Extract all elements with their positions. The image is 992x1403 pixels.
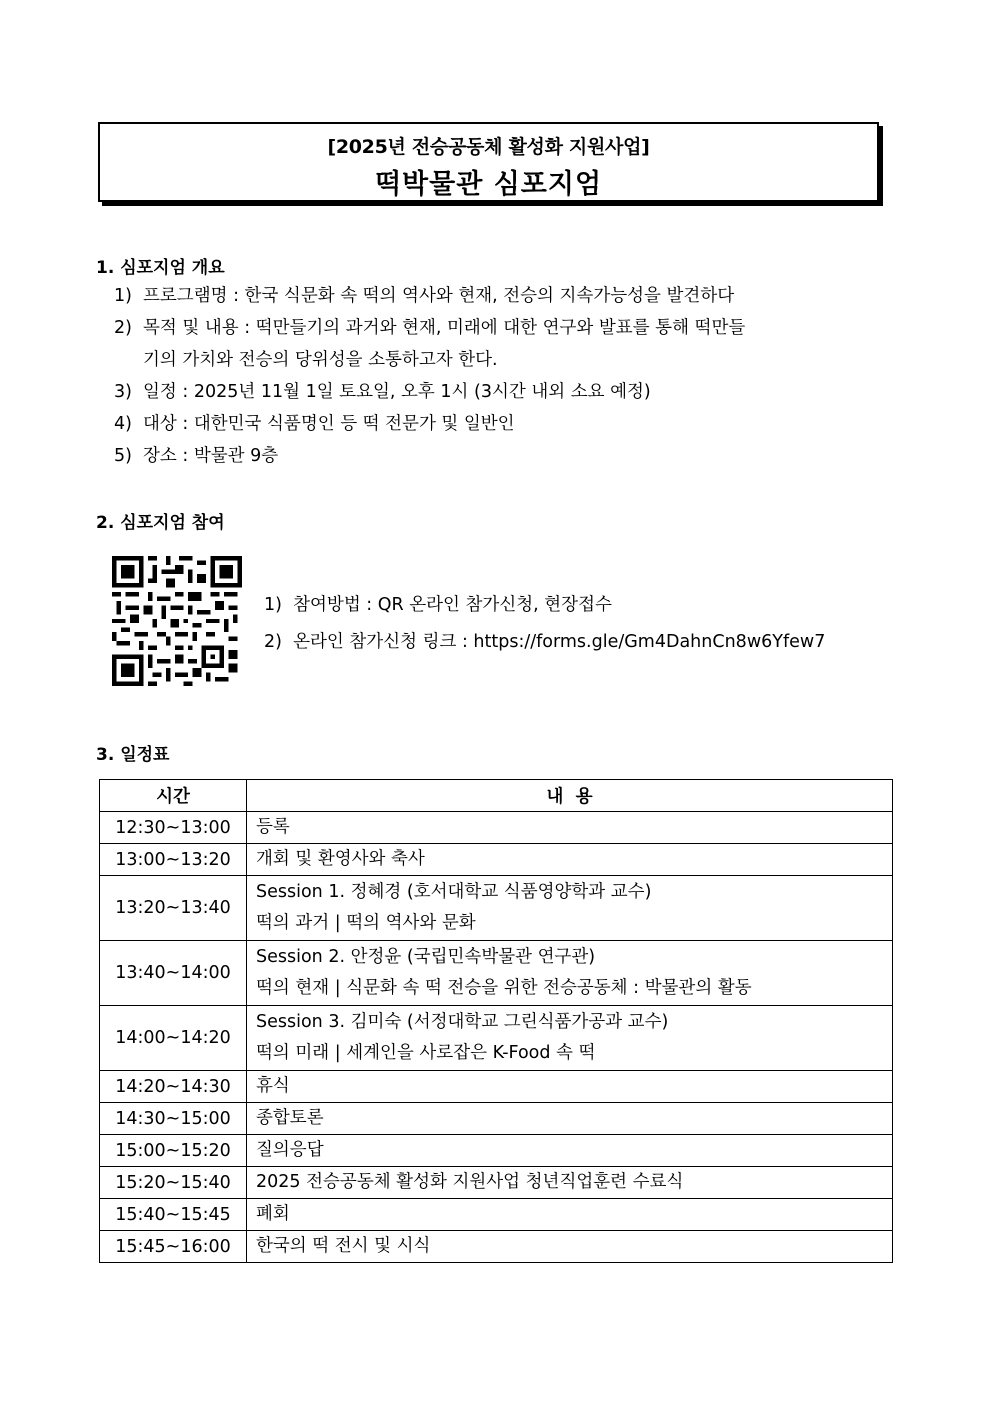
item-number: 3) <box>114 382 132 402</box>
row-content <box>247 1006 893 1071</box>
row-time: 15:45~16:00 <box>100 1231 247 1263</box>
row-content: 폐회 <box>247 1199 893 1231</box>
session-speaker: Session 1. 정혜경 (호서대학교 식품영양학과 교수) <box>256 882 652 902</box>
table-row <box>100 1071 893 1103</box>
table-header-row <box>100 780 893 812</box>
table-row <box>100 812 893 844</box>
row-content: 질의응답 <box>247 1135 893 1167</box>
row-time: 13:20~13:40 <box>100 876 247 941</box>
table-row <box>100 1231 893 1263</box>
overview-item-3 <box>114 376 900 408</box>
row-time: 15:40~15:45 <box>100 1199 247 1231</box>
row-content <box>247 876 893 941</box>
section1-heading: 1. 심포지엄 개요 <box>96 258 225 278</box>
overview-item-2-continued: 기의 가치와 전승의 당위성을 소통하고자 한다. <box>143 350 498 370</box>
item-text: 프로그램명 : 한국 식문화 속 떡의 역사와 현재, 전승의 지속가능성을 발견하다 <box>143 286 735 306</box>
qr-code[interactable] <box>112 556 242 686</box>
table-row <box>100 876 893 941</box>
col-header-time: 시간 <box>100 780 247 812</box>
item-text[interactable]: 온라인 참가신청 링크 : https://forms.gle/Gm4DahnCn8w6Yfew7 <box>293 632 826 652</box>
table-row <box>100 1135 893 1167</box>
row-time: 14:30~15:00 <box>100 1103 247 1135</box>
item-text: 장소 : 박물관 9층 <box>143 446 279 466</box>
section3-heading: 3. 일정표 <box>96 745 170 765</box>
schedule-table <box>99 779 893 1263</box>
item-number: 1) <box>114 286 132 306</box>
participation-method <box>264 591 612 616</box>
row-content: 휴식 <box>247 1071 893 1103</box>
table-row <box>100 941 893 1006</box>
table-row <box>100 844 893 876</box>
session-topic: 떡의 미래 | 세계인을 사로잡은 K-Food 속 떡 <box>256 1043 596 1063</box>
row-time: 12:30~13:00 <box>100 812 247 844</box>
table-row <box>100 1006 893 1071</box>
overview-item-1 <box>114 280 900 312</box>
overview-item-4 <box>114 408 900 440</box>
document-subtitle: [2025년 전승공동체 활성화 지원사업] <box>327 136 650 158</box>
overview-item-5 <box>114 440 900 472</box>
item-number: 2) <box>264 632 282 652</box>
title-box <box>98 122 879 202</box>
row-time: 14:20~14:30 <box>100 1071 247 1103</box>
row-content: 한국의 떡 전시 및 시식 <box>247 1231 893 1263</box>
item-number: 4) <box>114 414 132 434</box>
row-content: 등록 <box>247 812 893 844</box>
document-title: 떡박물관 심포지엄 <box>374 169 603 200</box>
row-time: 13:40~14:00 <box>100 941 247 1006</box>
row-content: 종합토론 <box>247 1103 893 1135</box>
table-row <box>100 1103 893 1135</box>
item-text: 일정 : 2025년 11월 1일 토요일, 오후 1시 (3시간 내외 소요 예정) <box>143 382 651 402</box>
row-content: 2025 전승공동체 활성화 지원사업 청년직업훈련 수료식 <box>247 1167 893 1199</box>
row-time: 14:00~14:20 <box>100 1006 247 1071</box>
section2-heading: 2. 심포지엄 참여 <box>96 513 225 533</box>
row-content: 개회 및 환영사와 축사 <box>247 844 893 876</box>
row-content <box>247 941 893 1006</box>
row-time: 15:20~15:40 <box>100 1167 247 1199</box>
item-number: 1) <box>264 595 282 615</box>
item-number: 5) <box>114 446 132 466</box>
session-speaker: Session 2. 안정윤 (국립민속박물관 연구관) <box>256 947 596 967</box>
item-text: 참여방법 : QR 온라인 참가신청, 현장접수 <box>293 595 612 615</box>
overview-item-2 <box>114 312 900 344</box>
session-topic: 떡의 현재 | 식문화 속 떡 전승을 위한 전승공동체 : 박물관의 활동 <box>256 978 752 998</box>
row-time: 15:00~15:20 <box>100 1135 247 1167</box>
item-text: 대상 : 대한민국 식품명인 등 떡 전문가 및 일반인 <box>143 414 515 434</box>
session-speaker: Session 3. 김미숙 (서정대학교 그린식품가공과 교수) <box>256 1012 669 1032</box>
item-text: 목적 및 내용 : 떡만들기의 과거와 현재, 미래에 대한 연구와 발표를 통해 떡만들 <box>143 318 746 338</box>
table-row <box>100 1199 893 1231</box>
table-row <box>100 1167 893 1199</box>
row-time: 13:00~13:20 <box>100 844 247 876</box>
session-topic: 떡의 과거 | 떡의 역사와 문화 <box>256 913 476 933</box>
col-header-content: 내 용 <box>247 780 893 812</box>
item-number: 2) <box>114 318 132 338</box>
registration-link[interactable] <box>264 628 825 653</box>
